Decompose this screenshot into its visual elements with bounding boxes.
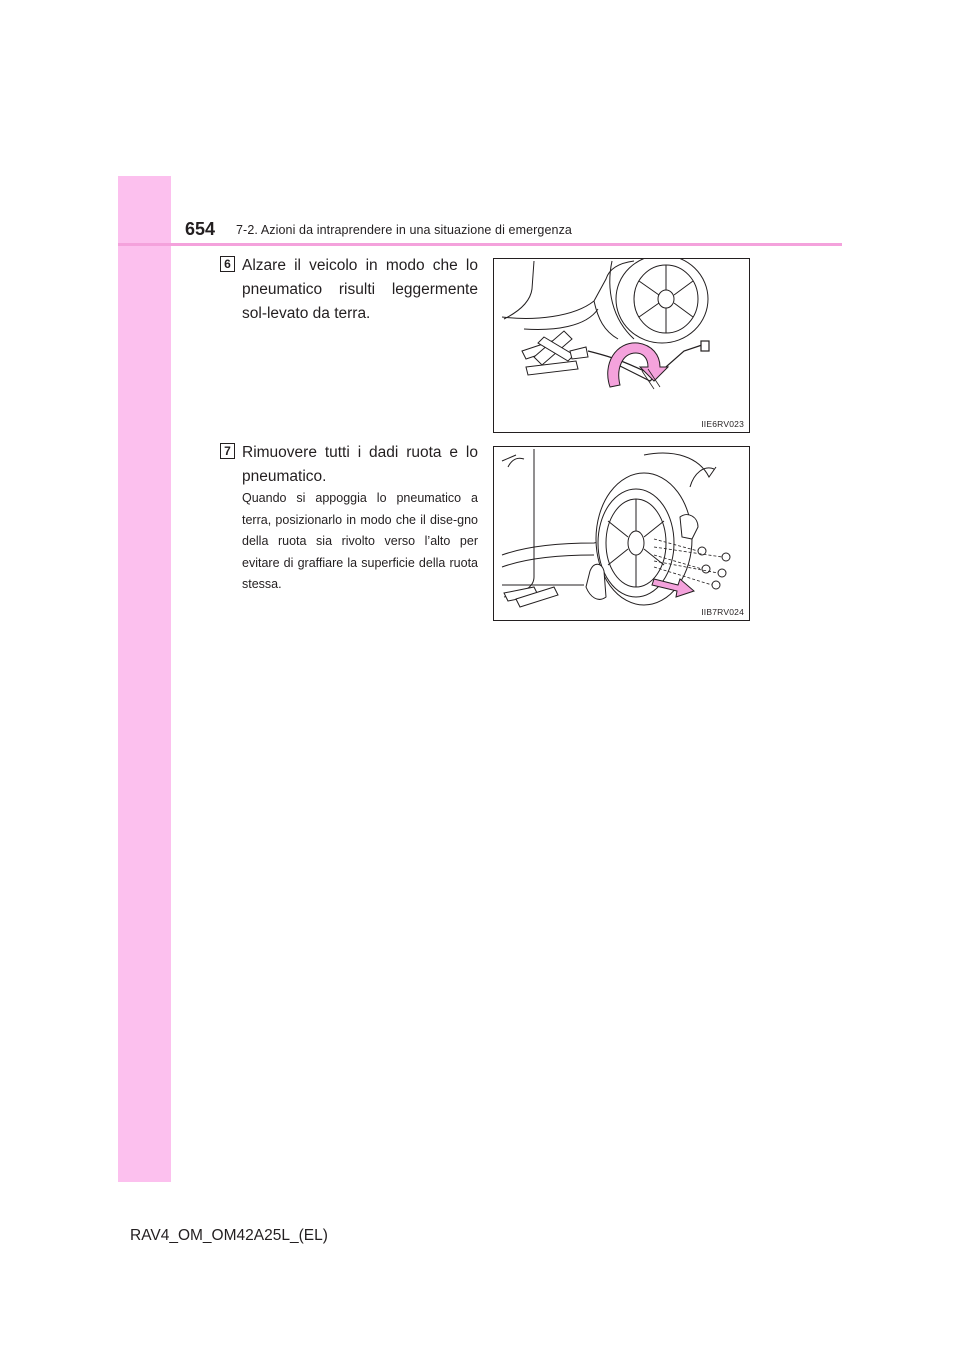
figure-remove-wheel (493, 446, 750, 621)
car-jack-icon (494, 259, 750, 433)
lug-nut-icon (698, 547, 730, 589)
section-title: 7-2. Azioni da intraprendere in una situazione di emergenza (236, 223, 572, 237)
header-divider (118, 243, 842, 246)
wheel-icon (616, 259, 708, 343)
chapter-side-tab (118, 176, 171, 1182)
step-6-text: Alzare il veicolo in modo che lo pneumatico risulti leggermente sol-levato da terra. (242, 257, 478, 322)
figure-raise-vehicle (493, 258, 750, 433)
figure-code: IIE6RV023 (701, 419, 744, 429)
page-number: 654 (185, 219, 216, 239)
figure-code: IIB7RV024 (701, 607, 744, 617)
wheel-removal-illustration (494, 447, 750, 621)
step-7-note: Quando si appoggia lo pneumatico a terra, posizionarlo in modo che il dise-gno della ruota sia rivolto verso l’alto per evitare di graffiare la superficie della ruota stessa. (242, 491, 478, 591)
document-code: RAV4_OM_OM42A25L_(EL) (130, 1227, 328, 1244)
step-number-7: 7 (220, 443, 235, 459)
step-number-6: 6 (220, 256, 235, 272)
rotation-arrow-icon (608, 343, 668, 387)
car-jack-icon (504, 587, 558, 607)
step-7-text: Rimuovere tutti i dadi ruota e lo pneumatico. (242, 444, 478, 485)
